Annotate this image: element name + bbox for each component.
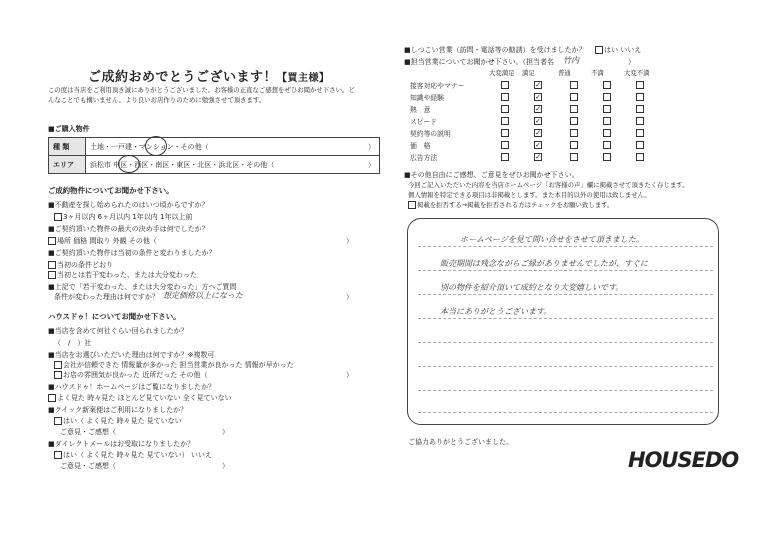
housedo-q5: ■ダイレクトメールはお受取になりましたか？ [48, 440, 195, 448]
housedo-q1-answer: （ / ）社 [54, 339, 92, 347]
rating-checkbox[interactable] [501, 153, 509, 161]
page-title: ご成約おめでとうございます！【買主様】 [88, 70, 330, 85]
housedo-q1: ■当店を含めて何社ぐらい回られましたか？ [48, 327, 188, 335]
rating-checkbox[interactable] [570, 141, 578, 149]
staff-question-close: ） [628, 58, 635, 66]
comment-handwritten-4: 本当にありがとうございます。 [440, 307, 552, 316]
rating-checkbox[interactable] [603, 129, 611, 137]
property-table [48, 137, 380, 174]
rating-row-label: 価 格 [410, 142, 431, 150]
housedo-q2-options-2: お店の雰囲気が良かった 近所だった その他（ [54, 370, 207, 380]
housedo-q2-close: ） [346, 371, 353, 379]
rating-checkbox[interactable] [570, 93, 578, 101]
intro-line-2: んなことでも構いません。より良いお店作りのために勉強させて頂きます。 [48, 96, 266, 104]
rating-column-2: 普通 [558, 69, 571, 77]
rating-row-label: 知識や経験 [410, 94, 444, 102]
type-close: ） [368, 142, 375, 151]
contract-q2-close: ） [346, 237, 353, 245]
rating-row-label: 熱 意 [410, 106, 431, 114]
pushy-options: はい いいえ [595, 45, 641, 55]
contract-q4-handwritten: 想定価格以上になった [163, 291, 243, 300]
housedo-q4-comment: ご意見・ご感想（ [60, 428, 116, 436]
rating-checkbox[interactable] [603, 81, 611, 89]
type-options: 土地・一戸建・マンション・その他（ [90, 142, 209, 151]
contract-q3-a: 当初の条件どおり [48, 260, 113, 270]
rating-row-label: 接客対応やマナー [410, 82, 465, 90]
housedo-section-heading: ハウスドゥ！についてお聞かせ下さい。 [48, 312, 181, 321]
footer-thanks: ご協力ありがとうございました。 [408, 438, 513, 446]
housedo-q5-options: はい（ よく見た 時々見た 見ていない） いいえ [54, 450, 212, 460]
rating-checkbox[interactable] [603, 117, 611, 125]
comment-handwritten-3: 別の物件を紹介頂いて成約となり大変嬉しいです。 [440, 283, 624, 292]
staff-question: ■担当営業についてお聞かせ下さい。（担当者名 [404, 58, 554, 66]
rating-checkbox[interactable] [501, 81, 509, 89]
rating-checkbox[interactable] [636, 129, 644, 137]
rating-checkbox[interactable] [636, 153, 644, 161]
contract-q3-b: 当初とは若干変わった、または大分変わった [48, 270, 197, 280]
rating-checkbox-checked[interactable]: ✓ [535, 117, 541, 125]
rating-checkbox[interactable] [603, 105, 611, 113]
rating-column-0: 大変満足 [489, 69, 515, 77]
rating-column-3: 不満 [591, 69, 604, 77]
rating-checkbox-checked[interactable]: ✓ [535, 81, 541, 89]
housedo-q3: ■ハウスドゥ！ホームページはご覧になりましたか？ [48, 383, 216, 391]
rating-checkbox[interactable] [636, 117, 644, 125]
rating-row-label: 契約等の説明 [410, 130, 451, 138]
rating-checkbox[interactable] [636, 93, 644, 101]
rating-checkbox[interactable] [570, 81, 578, 89]
housedo-q5-close: ） [222, 462, 229, 470]
comment-handwritten-1: ホームページを見て問い合せをさせて頂きました。 [460, 235, 644, 244]
comments-heading: ■その他自由にご感想、ご意見をぜひお聞かせ下さい。 [404, 171, 579, 179]
rating-checkbox[interactable] [570, 117, 578, 125]
comments-note-2: 個人情報を特定できる項目は非掲載とします。また本目的以外の使用は致しません。 [408, 191, 651, 199]
rating-checkbox[interactable] [501, 117, 509, 125]
rating-checkbox[interactable] [570, 105, 578, 113]
area-close: ） [368, 160, 375, 169]
area-circle-mark [118, 155, 140, 173]
rating-checkbox[interactable] [501, 129, 509, 137]
contract-q2-options: 場所 価格 間取り 外観 その他（ [48, 236, 157, 246]
intro-line-1: この度は当店をご利用頂き誠にありがとうございました。お客様の正直なご感想をぜひお聞かせ下さい。ど [48, 86, 355, 94]
rating-checkbox-checked[interactable]: ✓ [535, 105, 541, 113]
contract-q3: ■ご契約頂いた物件は当初の条件と変わりましたか？ [48, 249, 216, 257]
contract-q1-options: 3ヶ月以内 6ヶ月以内 1年以内 1年以上前 [54, 212, 193, 222]
rating-checkbox[interactable] [636, 81, 644, 89]
type-circle-mark [145, 136, 167, 156]
rating-checkbox-checked[interactable]: ✓ [535, 153, 541, 161]
rating-column-1: 満足 [522, 69, 535, 77]
rating-checkbox[interactable] [603, 93, 611, 101]
pushy-question: ■しつこい営業（訪問・電話等の勧誘）を受けましたか？ [404, 46, 586, 54]
contract-q2: ■ご契約頂いた物件の最大の決め手は何でしたか？ [48, 225, 209, 233]
rating-checkbox[interactable] [501, 105, 509, 113]
housedo-q3-options: よく見た 時々見た ほとんど見ていない 全く見ていない [48, 393, 232, 403]
rating-row-label: 広告方法 [410, 154, 438, 162]
comments-note-1: 今回ご記入いただいた内容を当店ホームページ「お客様の声」欄に掲載させて頂きたく存じます。 [408, 181, 689, 189]
housedo-q2: ■当店をお選びいただいた理由は何ですか？※複数可 [48, 351, 215, 359]
type-label: 種 類 [49, 138, 86, 156]
rating-row-label: スピード [410, 118, 437, 126]
rating-checkbox[interactable] [570, 153, 578, 161]
rating-checkbox-checked[interactable]: ✓ [535, 93, 541, 101]
staff-name-handwritten: 竹内 [563, 56, 579, 65]
contract-q4-close: ） [346, 293, 353, 301]
housedo-q4-close: ） [222, 428, 229, 436]
rating-checkbox[interactable] [636, 105, 644, 113]
property-section-heading: ■ご購入物件 [48, 125, 90, 133]
rating-checkbox[interactable] [501, 93, 509, 101]
housedo-q5-comment: ご意見・ご感想（ [60, 462, 116, 470]
comment-handwritten-2: 販売期間は残念ながらご縁がありませんでしたが、すぐに [440, 259, 648, 268]
contract-section-heading: ご成約物件についてお聞かせ下さい。 [48, 186, 174, 195]
contract-q4-b: 条件が変わった理由は何ですか？ [54, 293, 159, 301]
comments-optout: 掲載を拒否する→掲載を拒否される方はチェックをお願い致します。 [408, 201, 613, 210]
rating-checkbox-checked[interactable]: ✓ [535, 129, 541, 137]
contract-q4: ■上記で「若干変わった、または大分変わった」方へご質問 [48, 283, 237, 291]
comments-box [407, 218, 719, 425]
area-options: 浜松市 中区・西区・南区・東区・北区・浜北区・その他（ [90, 160, 275, 169]
rating-checkbox[interactable] [603, 141, 611, 149]
rating-checkbox-checked[interactable]: ✓ [535, 141, 541, 149]
rating-checkbox[interactable] [501, 141, 509, 149]
contract-q1: ■不動産を探し始められたのはいつ頃からですか？ [48, 201, 209, 209]
housedo-logo: HOUSEDO [628, 448, 739, 472]
area-label: エリア [49, 156, 86, 174]
housedo-q4-options: はい（ よく見た 時々見た 見ていない [54, 416, 182, 426]
rating-checkbox[interactable] [636, 141, 644, 149]
rating-column-4: 大変不満 [624, 69, 650, 77]
housedo-q4: ■クイック新案便はご利用になりましたか？ [48, 406, 188, 414]
housedo-q2-options-1: 会社が信頼できた 情報量が多かった 担当営業が良かった 情報が早かった [54, 360, 294, 370]
rating-checkbox[interactable] [570, 129, 578, 137]
rating-checkbox[interactable] [603, 153, 611, 161]
